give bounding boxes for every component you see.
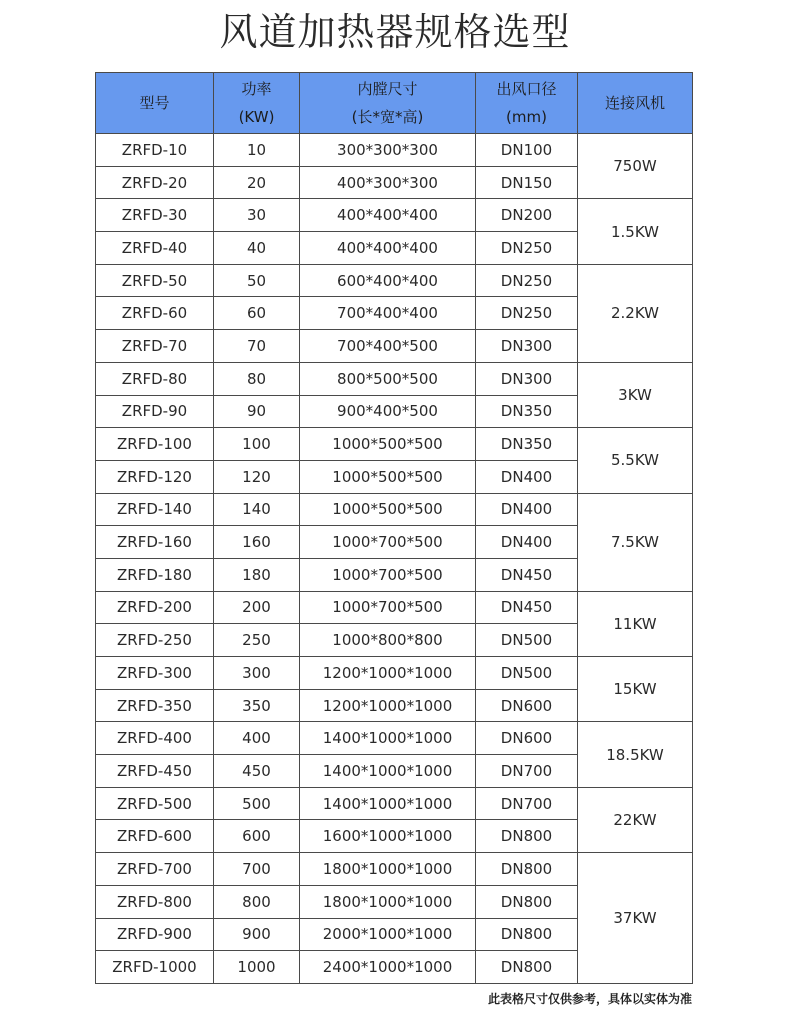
cell-power: 500 <box>214 787 300 820</box>
cell-model: ZRFD-800 <box>96 885 214 918</box>
cell-power: 600 <box>214 820 300 853</box>
cell-model: ZRFD-200 <box>96 591 214 624</box>
cell-outlet: DN500 <box>476 657 578 690</box>
cell-outlet: DN700 <box>476 755 578 788</box>
table-row <box>96 493 693 526</box>
cell-fan: 750W <box>578 134 693 199</box>
cell-power: 700 <box>214 853 300 886</box>
cell-model: ZRFD-10 <box>96 134 214 167</box>
cell-model: ZRFD-140 <box>96 493 214 526</box>
header-fan-label: 连接风机 <box>604 94 665 112</box>
cell-size: 1000*700*500 <box>300 591 476 624</box>
cell-power: 300 <box>214 657 300 690</box>
cell-power: 90 <box>214 395 300 428</box>
header-outlet-unit: (mm) <box>506 108 547 126</box>
header-size-label: 内膛尺寸 <box>357 80 418 98</box>
cell-fan: 1.5KW <box>578 199 693 264</box>
cell-power: 140 <box>214 493 300 526</box>
cell-outlet: DN350 <box>476 428 578 461</box>
cell-model: ZRFD-70 <box>96 330 214 363</box>
cell-size: 1400*1000*1000 <box>300 787 476 820</box>
cell-size: 1000*700*500 <box>300 526 476 559</box>
cell-power: 10 <box>214 134 300 167</box>
cell-power: 120 <box>214 460 300 493</box>
cell-power: 70 <box>214 330 300 363</box>
cell-model: ZRFD-80 <box>96 362 214 395</box>
cell-size: 600*400*400 <box>300 264 476 297</box>
table-row <box>96 134 693 167</box>
table-row <box>96 722 693 755</box>
table-row <box>96 657 693 690</box>
cell-model: ZRFD-1000 <box>96 951 214 984</box>
cell-size: 1200*1000*1000 <box>300 657 476 690</box>
cell-power: 40 <box>214 232 300 265</box>
cell-size: 1000*500*500 <box>300 428 476 461</box>
cell-power: 900 <box>214 918 300 951</box>
table-header <box>96 73 693 134</box>
cell-power: 80 <box>214 362 300 395</box>
cell-power: 100 <box>214 428 300 461</box>
cell-outlet: DN450 <box>476 558 578 591</box>
cell-outlet: DN250 <box>476 297 578 330</box>
cell-fan: 3KW <box>578 362 693 427</box>
cell-power: 350 <box>214 689 300 722</box>
cell-fan: 7.5KW <box>578 493 693 591</box>
cell-outlet: DN250 <box>476 264 578 297</box>
cell-outlet: DN800 <box>476 918 578 951</box>
cell-model: ZRFD-20 <box>96 166 214 199</box>
table-row <box>96 787 693 820</box>
cell-outlet: DN800 <box>476 885 578 918</box>
cell-power: 180 <box>214 558 300 591</box>
cell-size: 900*400*500 <box>300 395 476 428</box>
footnote: 此表格尺寸仅供参考，具体以实体为准 <box>487 992 692 1006</box>
cell-fan: 2.2KW <box>578 264 693 362</box>
cell-size: 2400*1000*1000 <box>300 951 476 984</box>
cell-power: 160 <box>214 526 300 559</box>
cell-power: 800 <box>214 885 300 918</box>
table-row <box>96 362 693 395</box>
header-model-label: 型号 <box>139 94 170 112</box>
cell-power: 400 <box>214 722 300 755</box>
cell-power: 30 <box>214 199 300 232</box>
table-row <box>96 591 693 624</box>
cell-size: 1600*1000*1000 <box>300 820 476 853</box>
page-title: 风道加热器规格选型 <box>219 10 571 54</box>
cell-outlet: DN800 <box>476 951 578 984</box>
cell-size: 400*400*400 <box>300 199 476 232</box>
cell-model: ZRFD-400 <box>96 722 214 755</box>
cell-power: 200 <box>214 591 300 624</box>
header-row <box>96 73 693 134</box>
cell-outlet: DN100 <box>476 134 578 167</box>
cell-size: 1000*500*500 <box>300 493 476 526</box>
cell-power: 450 <box>214 755 300 788</box>
cell-size: 1400*1000*1000 <box>300 755 476 788</box>
cell-model: ZRFD-100 <box>96 428 214 461</box>
cell-size: 700*400*500 <box>300 330 476 363</box>
cell-power: 20 <box>214 166 300 199</box>
cell-outlet: DN250 <box>476 232 578 265</box>
cell-outlet: DN700 <box>476 787 578 820</box>
cell-size: 800*500*500 <box>300 362 476 395</box>
cell-model: ZRFD-40 <box>96 232 214 265</box>
spec-table <box>95 72 693 984</box>
header-size <box>300 73 476 134</box>
cell-size: 400*400*400 <box>300 232 476 265</box>
header-power-label: 功率 <box>241 80 272 98</box>
cell-model: ZRFD-900 <box>96 918 214 951</box>
cell-model: ZRFD-90 <box>96 395 214 428</box>
cell-fan: 37KW <box>578 853 693 984</box>
table-row <box>96 853 693 886</box>
cell-model: ZRFD-30 <box>96 199 214 232</box>
cell-outlet: DN400 <box>476 526 578 559</box>
cell-model: ZRFD-450 <box>96 755 214 788</box>
cell-size: 1200*1000*1000 <box>300 689 476 722</box>
cell-model: ZRFD-160 <box>96 526 214 559</box>
cell-model: ZRFD-120 <box>96 460 214 493</box>
cell-size: 1800*1000*1000 <box>300 885 476 918</box>
header-size-unit: (长*宽*高) <box>351 108 424 126</box>
header-power-unit: (KW) <box>238 108 275 126</box>
table-row <box>96 199 693 232</box>
cell-size: 2000*1000*1000 <box>300 918 476 951</box>
cell-outlet: DN600 <box>476 722 578 755</box>
cell-fan: 15KW <box>578 657 693 722</box>
cell-model: ZRFD-350 <box>96 689 214 722</box>
cell-power: 60 <box>214 297 300 330</box>
cell-size: 400*300*300 <box>300 166 476 199</box>
cell-fan: 5.5KW <box>578 428 693 493</box>
header-outlet-label: 出风口径 <box>496 80 557 98</box>
cell-size: 700*400*400 <box>300 297 476 330</box>
cell-size: 1000*700*500 <box>300 558 476 591</box>
cell-size: 1000*800*800 <box>300 624 476 657</box>
cell-model: ZRFD-60 <box>96 297 214 330</box>
cell-outlet: DN600 <box>476 689 578 722</box>
cell-model: ZRFD-50 <box>96 264 214 297</box>
header-model <box>96 73 214 134</box>
cell-size: 1400*1000*1000 <box>300 722 476 755</box>
cell-power: 1000 <box>214 951 300 984</box>
cell-size: 300*300*300 <box>300 134 476 167</box>
cell-outlet: DN450 <box>476 591 578 624</box>
cell-outlet: DN800 <box>476 853 578 886</box>
cell-outlet: DN800 <box>476 820 578 853</box>
cell-model: ZRFD-600 <box>96 820 214 853</box>
table-row <box>96 264 693 297</box>
cell-size: 1000*500*500 <box>300 460 476 493</box>
table-row <box>96 428 693 461</box>
cell-model: ZRFD-250 <box>96 624 214 657</box>
header-power <box>214 73 300 134</box>
cell-power: 50 <box>214 264 300 297</box>
cell-fan: 18.5KW <box>578 722 693 787</box>
cell-model: ZRFD-300 <box>96 657 214 690</box>
cell-outlet: DN400 <box>476 460 578 493</box>
cell-outlet: DN150 <box>476 166 578 199</box>
cell-model: ZRFD-700 <box>96 853 214 886</box>
cell-outlet: DN500 <box>476 624 578 657</box>
header-outlet <box>476 73 578 134</box>
cell-power: 250 <box>214 624 300 657</box>
header-fan <box>578 73 693 134</box>
cell-outlet: DN200 <box>476 199 578 232</box>
cell-outlet: DN300 <box>476 362 578 395</box>
cell-model: ZRFD-500 <box>96 787 214 820</box>
cell-outlet: DN350 <box>476 395 578 428</box>
cell-fan: 22KW <box>578 787 693 852</box>
cell-size: 1800*1000*1000 <box>300 853 476 886</box>
cell-fan: 11KW <box>578 591 693 656</box>
table-body <box>96 134 693 984</box>
cell-outlet: DN300 <box>476 330 578 363</box>
cell-outlet: DN400 <box>476 493 578 526</box>
cell-model: ZRFD-180 <box>96 558 214 591</box>
